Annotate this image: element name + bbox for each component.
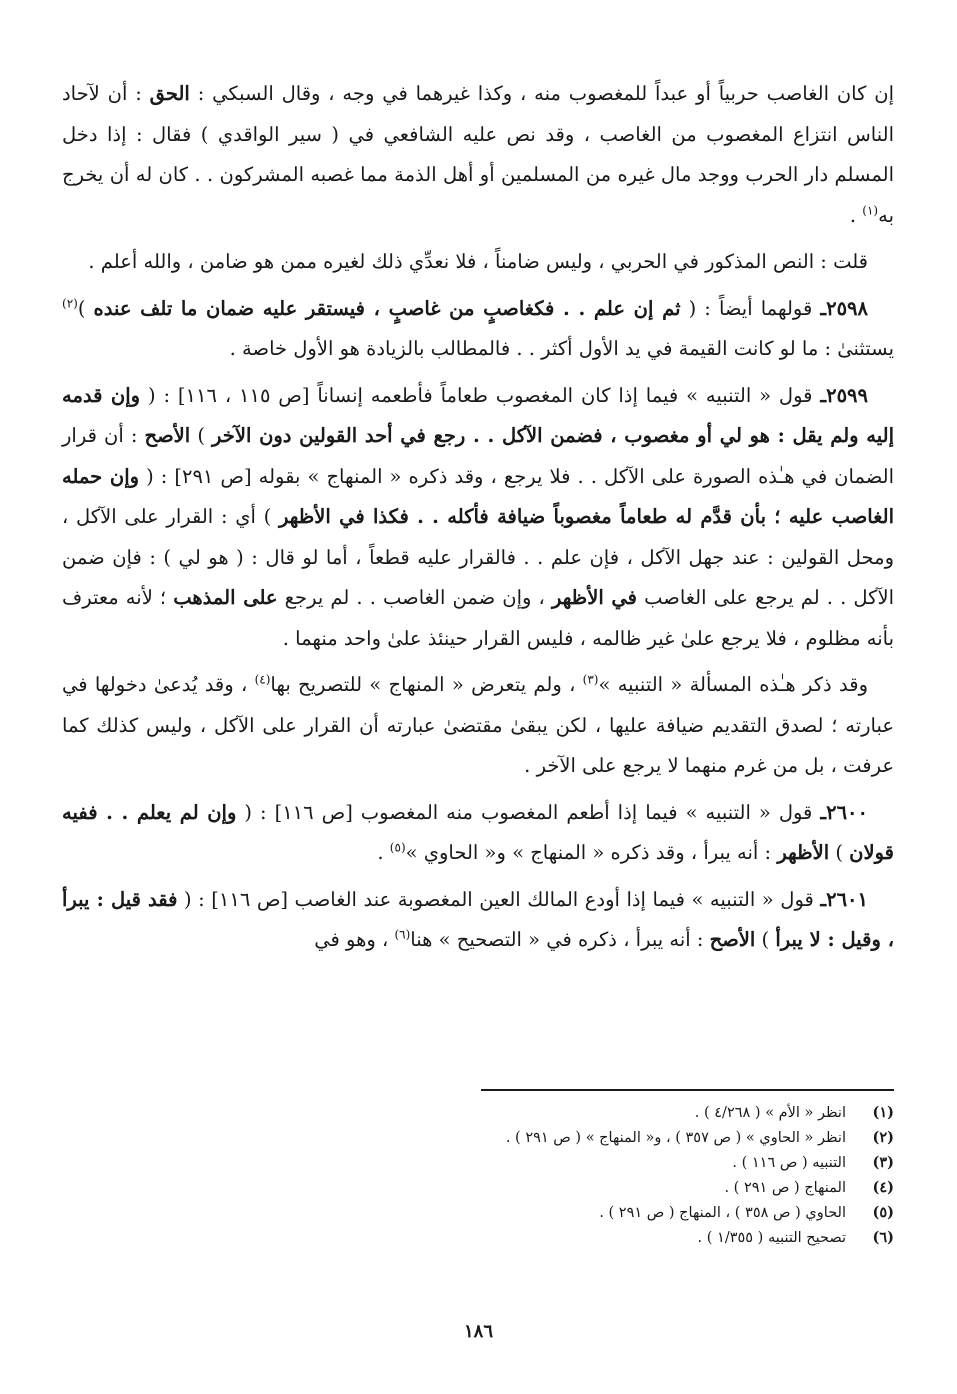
text-run: قول « التنبيه » فيما إذا كان المغصوب طعاماً فأطعمه إنساناً [ص ١١٥ ، ١١٦] : (: [140, 383, 821, 407]
footnote-number: (٣): [872, 1154, 894, 1171]
bold-text: ٢٥٩٨ـ: [820, 296, 868, 320]
footnote-ref: (٢): [62, 296, 78, 310]
paragraph: [62, 880, 894, 961]
text-run: : أنه يبرأ ، وقد ذكره « المنهاج » و« الحاوي »: [405, 841, 778, 864]
text-run: .: [849, 203, 863, 227]
text-run: : أن لآحاد الناس انتزاع المغصوب من الغاصب ، وقد نص عليه الشافعي في ( سير الواقدي ) فقال : إذا دخل المسلم دار الحرب ووجد مال غيره من المسلمين أو أهل الذمة مما غصبه المشركون . . كان له أن يخرج به: [62, 82, 894, 227]
text-run: : أن قرار الضمان في هـٰذه الصورة على الآكل . . فلا يرجع ، وقد ذكره « المنهاج » بقوله [ص ٢٩١] : (: [62, 424, 894, 488]
footnote-number: (٤): [872, 1179, 894, 1196]
footnote-text: الحاوي ( ص ٣٥٨ ) ، المنهاج ( ص ٢٩١ ) .: [599, 1205, 846, 1221]
bold-text: ٢٥٩٩ـ: [820, 383, 868, 407]
paragraph: [62, 289, 894, 370]
footnote-separator: [481, 1089, 894, 1091]
footnote: [294, 1200, 894, 1225]
footnote: [294, 1175, 894, 1200]
bold-text: الأصح: [709, 928, 756, 951]
paragraph: [62, 242, 894, 283]
bold-text: الأظهر: [777, 841, 830, 864]
footnote: [294, 1150, 894, 1175]
footnote-number: (٥): [872, 1204, 894, 1221]
footnote-text: انظر « الأم » ( ٤/٢٦٨ ) .: [694, 1105, 846, 1121]
text-run: ): [829, 841, 850, 864]
text-run: ، وقد يُدعىٰ دخولها في عبارته ؛ لصدق التقديم ضيافة عليها ، لكن يبقىٰ مقتضىٰ عبارته أن القرار على الآكل ، وليس كذلك كما عرفت ، بل من غرم منهما لا يرجع على الآخر .: [62, 673, 894, 777]
text-run: قول « التنبيه » فيما إذا أودع المالك العين المغصوبة عند الغاصب [ص ١١٦] : (: [177, 887, 821, 911]
bold-text: على المذهب: [173, 586, 278, 609]
footnotes: [294, 1100, 894, 1250]
paragraph: [62, 665, 894, 787]
body-text: [62, 74, 894, 967]
paragraph: [62, 376, 894, 660]
text-run: وقد ذكر هـٰذه المسألة « التنبيه »: [598, 673, 868, 696]
bold-text: الحق: [149, 82, 190, 105]
footnote-text: تصحيح التنبيه ( ١/٣٥٥ ) .: [697, 1230, 846, 1246]
bold-text: ٢٦٠١ـ: [820, 887, 868, 911]
page-number: ١٨٦: [463, 1321, 493, 1342]
bold-text: وإن حمله الغاصب عليه ؛ بأن قدَّم له طعاماً مغصوباً ضيافة فأكله . . فكذا في الأظهر: [62, 464, 894, 528]
text-run: ، وإن ضمن الغاصب . . لم يرجع: [277, 586, 552, 609]
text-run: قول « التنبيه » فيما إذا أطعم المغصوب منه المغصوب [ص ١١٦] : (: [236, 800, 821, 824]
footnote: [294, 1225, 894, 1250]
text-run: ، وهو في: [314, 928, 395, 951]
bold-text: وإن قدمه إليه ولم يقل : هو لي أو مغصوب ، فضمن الآكل . . رجع في أحد القولين دون الآخر: [62, 383, 894, 447]
text-run: قولهما أيضاً : (: [680, 296, 821, 320]
paragraph: [62, 793, 894, 874]
text-run: يستثنىٰ : ما لو كانت القيمة في يد الأول أكثر . . فالمطالب بالزيادة هو الأول خاصة .: [229, 337, 894, 360]
footnote-number: (١): [872, 1104, 894, 1121]
bold-text: ثم إن علم . . فكغاصبٍ من غاصبٍ ، فيستقر عليه ضمان ما تلف عنده: [93, 296, 681, 320]
footnote-number: (٦): [872, 1229, 894, 1246]
text-run: ) أي : القرار على الآكل ، ومحل القولين : عند جهل الآكل ، فإن علم . . فالقرار عليه قطعاً ، أما لو قال : ( هو لي ) : فإن ضمن الآكل . . لم يرجع على الغاصب: [62, 505, 894, 609]
bold-text: الأصح: [144, 424, 191, 447]
footnote-text: انظر « الحاوي » ( ص ٣٥٧ ) ، و« المنهاج » ( ص ٢٩١ ) .: [505, 1130, 846, 1146]
footnote-ref: (٣): [582, 672, 599, 687]
bold-text: فقد قيل : يبرأ ، وقيل : لا يبرأ: [62, 887, 894, 951]
text-run: : أنه يبرأ ، ذكره في « التصحيح » هنا: [410, 928, 710, 951]
text-run: ): [77, 296, 94, 320]
footnote: [294, 1100, 894, 1125]
footnote-ref: (١): [862, 203, 879, 217]
footnote-number: (٢): [872, 1129, 894, 1146]
bold-text: ٢٦٠٠ـ: [820, 800, 869, 824]
footnote-ref: (٥): [389, 840, 406, 855]
footnote-text: التنبيه ( ص ١١٦ ) .: [732, 1155, 846, 1171]
text-run: إن كان الغاصب حربياً أو عبداً للمغصوب منه ، وكذا غيرهما في وجه ، وقال السبكي :: [189, 82, 894, 105]
footnote-ref: (٤): [254, 672, 271, 687]
text-run: ): [755, 928, 776, 951]
text-run: قلت : النص المذكور في الحربي ، وليس ضامناً ، فلا نعدِّي ذلك لغيره ممن هو ضامن ، والله أعلم .: [88, 250, 868, 273]
bold-text: في الأظهر: [551, 586, 638, 609]
text-run: .: [377, 841, 390, 864]
footnote-text: المنهاج ( ص ٢٩١ ) .: [724, 1180, 846, 1196]
footnote-ref: (٦): [394, 927, 411, 942]
bold-text: وإن لم يعلم . . ففيه قولان: [62, 800, 894, 864]
footnote: [294, 1125, 894, 1150]
text-run: ): [190, 424, 213, 447]
paragraph: [62, 74, 894, 236]
text-run: ، ولم يتعرض « المنهاج » للتصريح بها: [270, 673, 583, 696]
text-run: ؛ لأنه معترف بأنه مظلوم ، فلا يرجع علىٰ غير ظالمه ، فليس القرار حينئذ علىٰ واحد منهما .: [62, 586, 894, 650]
